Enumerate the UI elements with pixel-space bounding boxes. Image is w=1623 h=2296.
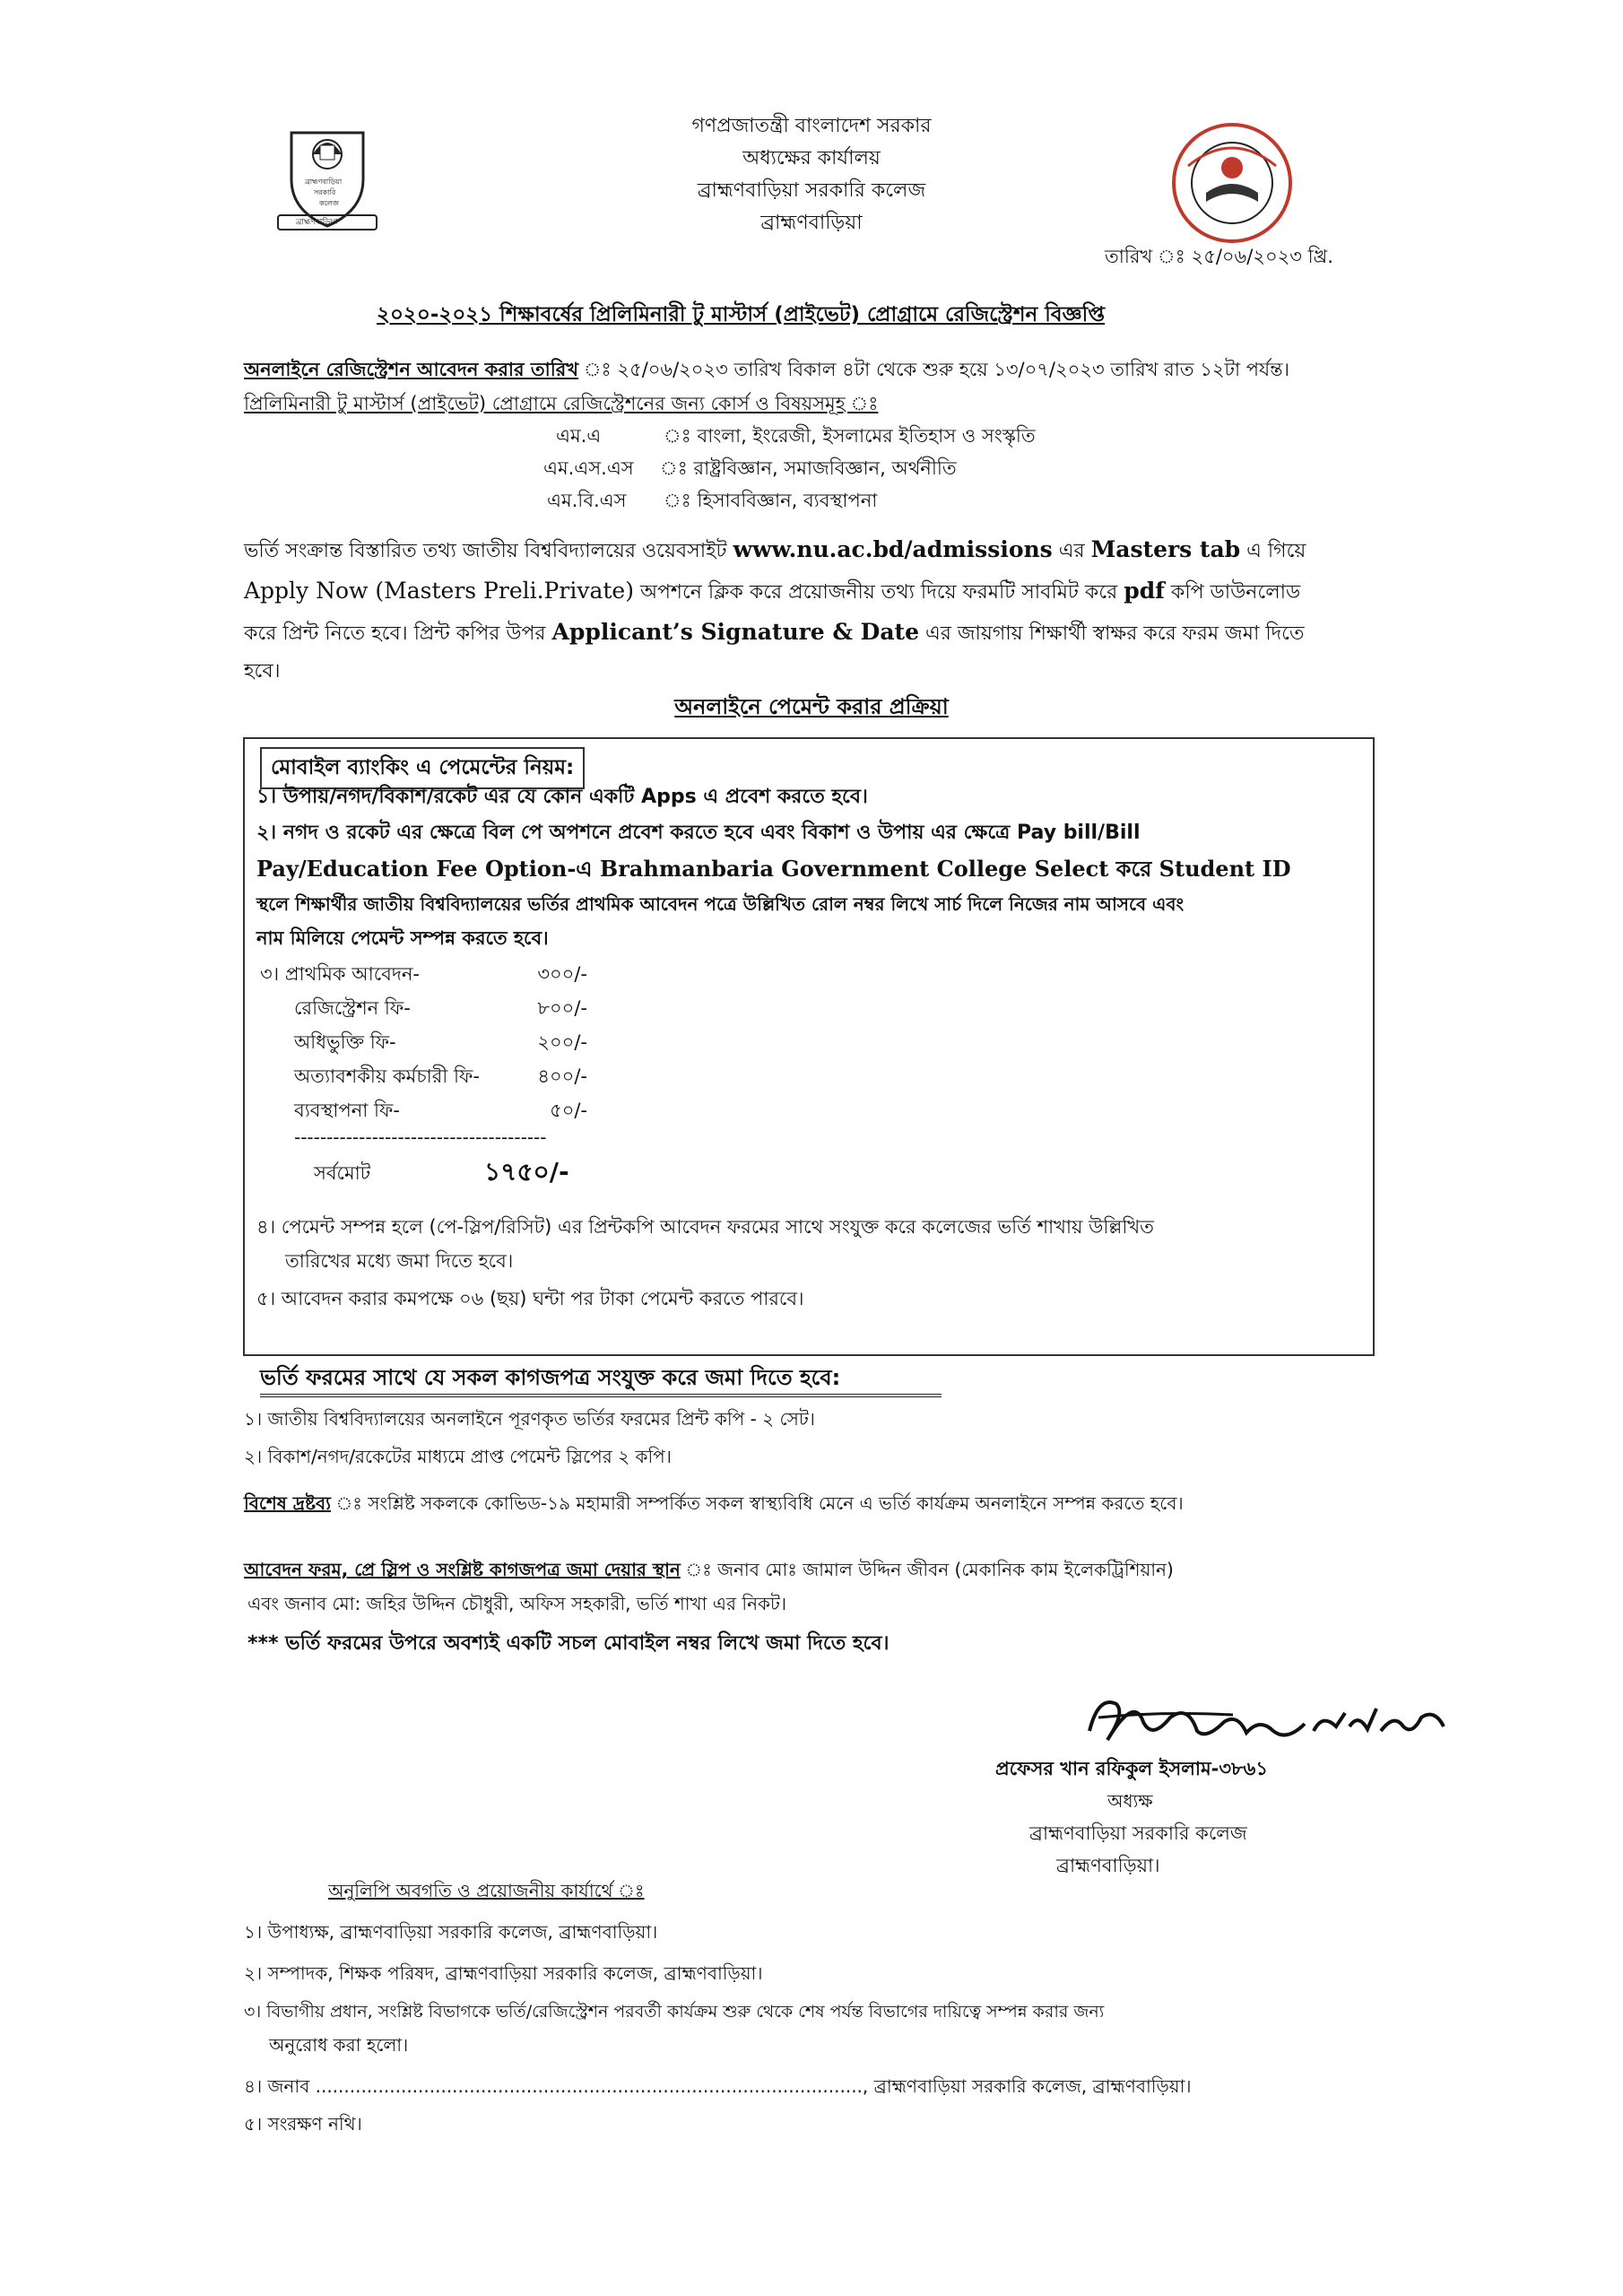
fee-amount: ২০০/-	[537, 1031, 587, 1053]
course-degree: এম.এস.এস	[543, 457, 634, 479]
submission-place-label: আবেদন ফরম, প্রে স্লিপ ও সংশ্লিষ্ট কাগজপত্র জমা দেয়ার স্থান	[244, 1559, 681, 1580]
copy-item: ২। সম্পাদক, শিক্ষক পরিষদ, ব্রাহ্মণবাড়িয়া সরকারি কলেজ, ব্রাহ্মণবাড়িয়া।	[244, 1962, 763, 1984]
office-line: অধ্যক্ষের কার্যালয়	[742, 147, 881, 170]
fee-label: অত্যাবশকীয় কর্মচারী ফি-	[294, 1065, 480, 1087]
logo-text: ব্রাহ্মণবাড়িয়া	[296, 218, 338, 227]
special-note-label: বিশেষ দ্রষ্টব্য	[244, 1492, 331, 1514]
govt-line: গণপ্রজাতন্ত্রী বাংলাদেশ সরকার	[691, 115, 932, 137]
mobile-banking-heading: মোবাইল ব্যাংকিং এ পেমেন্টের নিয়ম:	[260, 747, 585, 789]
fee-label: ৩। প্রাথমিক আবেদন-	[260, 963, 421, 985]
payment-rule: ২। নগদ ও রকেট এর ক্ষেত্রে বিল পে অপশনে প্রবেশ করতে হবে এবং বিকাশ ও উপায় এর ক্ষেত্রে Pay bill/Bill	[256, 822, 1141, 844]
instruction-line: করে প্রিন্ট নিতে হবে। প্রিন্ট কপির উপর Applicant’s Signature & Date এর জায়গায় শিক্ষার্থী স্বাক্ষর করে ফরম জমা দিতে	[244, 619, 1305, 645]
course-subjects: ঃ রাষ্ট্রবিজ্ঞান, সমাজবিজ্ঞান, অর্থনীতি	[660, 457, 957, 479]
principal-name: প্রফেসর খান রফিকুল ইসলাম-৩৮৬১	[995, 1758, 1268, 1779]
payment-rule: ৪। পেমেন্ট সম্পন্ন হলে (পে-স্লিপ/রিসিট) এর প্রিন্টকপি আবেদন ফরমের সাথে সংযুক্ত করে কলেজের ভর্তি শাখায় উল্লিখিত	[256, 1216, 1154, 1238]
submission-place: আবেদন ফরম, প্রে স্লিপ ও সংশ্লিষ্ট কাগজপত্র জমা দেয়ার স্থান ঃ জনাব মোঃ জামাল উদ্দিন জীবন (মেকানিক কাম ইলেকট্রিশিয়ান)	[244, 1559, 1174, 1580]
document-item: ২। বিকাশ/নগদ/রকেটের মাধ্যমে প্রাপ্ত পেমেন্ট স্লিপের ২ কপি।	[244, 1446, 672, 1467]
copy-item: ১। উপাধ্যক্ষ, ব্রাহ্মণবাড়িয়া সরকারি কলেজ, ব্রাহ্মণবাড়িয়া।	[244, 1921, 658, 1943]
apply-now-text: Apply Now (Masters Preli.Private)	[244, 578, 634, 604]
payment-rule: স্থলে শিক্ষার্থীর জাতীয় বিশ্ববিদ্যালয়ের ভর্তির প্রাথমিক আবেদন পত্রে উল্লিখিত রোল নম্বর লিখে সার্চ দিলে নিজের নাম আসবে এবং	[256, 893, 1185, 915]
copy-item: অনুরোধ করা হলো।	[269, 2034, 409, 2056]
copy-item: ৪। জনাব ................................................................................................, ব্রাহ্মণবাড়িয়া সরকারি কলেজ, ব্রাহ্মণবাড়িয়া।	[244, 2075, 1192, 2097]
logo-text: সরকারি	[314, 188, 336, 196]
document-item: ১। জাতীয় বিশ্ববিদ্যালয়ের অনলাইনে পূরণকৃত ভর্তির ফরমের প্রিন্ট কপি - ২ সেট।	[244, 1408, 815, 1430]
city-line: ব্রাহ্মণবাড়িয়া	[760, 212, 863, 234]
fee-divider: ---------------------------------------	[294, 1126, 547, 1148]
notice-title: ২০২০-২০২১ শিক্ষাবর্ষের প্রিলিমিনারী টু মাস্টার্স (প্রাইভেট) প্রোগ্রামে রেজিস্ট্রেশন বিজ্ঞপ্তি	[377, 303, 1106, 326]
copy-item: ৫। সংরক্ষণ নথি।	[244, 2113, 362, 2135]
course-degree: এম.বি.এস	[547, 490, 627, 511]
total-amount: ১৭৫০/-	[484, 1157, 569, 1187]
total-label: সর্বমোট	[314, 1162, 371, 1184]
special-note: বিশেষ দ্রষ্টব্য ঃ সংশ্লিষ্ট সকলকে কোভিড-১৯ মহামারী সম্পর্কিত সকল স্বাস্থ্যবিধি মেনে এ ভর্তি কার্যক্রম অনলাইনে সম্পন্ন করতে হবে।	[244, 1492, 1184, 1514]
fee-label: ব্যবস্থাপনা ফি-	[294, 1100, 400, 1121]
instruction-line: ভর্তি সংক্রান্ত বিস্তারিত তথ্য জাতীয় বিশ্ববিদ্যালয়ের ওয়েবসাইট www.nu.ac.bd/admissions এর Masters tab এ গিয়ে	[244, 536, 1306, 562]
copies-heading: অনুলিপি অবগতি ও প্রয়োজনীয় কার্যার্থে ঃ	[328, 1880, 645, 1901]
course-subjects: ঃ হিসাববিজ্ঞান, ব্যবস্থাপনা	[664, 490, 878, 511]
payment-rule: ৫। আবেদন করার কমপক্ষে ০৬ (ছয়) ঘন্টা পর টাকা পেমেন্ট করতে পারবে।	[256, 1288, 804, 1309]
payment-rule: ১। উপায়/নগদ/বিকাশ/রকেট এর যে কোন একটি Apps এ প্রবেশ করতে হবে।	[256, 786, 868, 808]
fee-amount: ৫০/-	[550, 1100, 587, 1121]
payment-rule: Pay/Education Fee Option-এ Brahmanbaria Government College Select করে Student ID	[256, 856, 1291, 882]
principal-city: ব্রাহ্মণবাড়িয়া।	[1056, 1855, 1160, 1876]
course-subjects: ঃ বাংলা, ইংরেজী, ইসলামের ইতিহাস ও সংস্কৃতি	[664, 425, 1036, 447]
mobile-warning: *** ভর্তি ফরমের উপরে অবশ্যই একটি সচল মোবাইল নম্বর লিখে জমা দিতে হবে।	[247, 1632, 890, 1655]
admission-url: www.nu.ac.bd/admissions	[733, 536, 1053, 562]
registration-date-label: অনলাইনে রেজিস্ট্রেশন আবেদন করার তারিখ	[244, 359, 579, 380]
documents-heading: ভর্তি ফরমের সাথে যে সকল কাগজপত্র সংযুক্ত করে জমা দিতে হবে:	[260, 1365, 942, 1397]
registration-date-text: ঃ ২৫/০৬/২০২৩ তারিখ বিকাল ৪টা থেকে শুরু হয়ে ১৩/০৭/২০২৩ তারিখ রাত ১২টা পর্যন্ত।	[578, 359, 1290, 380]
logo-text: ব্রাহ্মণবাড়িয়া	[305, 178, 343, 186]
course-degree: এম.এ	[556, 425, 602, 447]
fee-label: অধিভুক্তি ফি-	[294, 1031, 396, 1053]
principal-college: ব্রাহ্মণবাড়িয়া সরকারি কলেজ	[1029, 1822, 1247, 1844]
copy-item: ৩। বিভাগীয় প্রধান, সংশ্লিষ্ট বিভাগকে ভর্তি/রেজিস্ট্রেশন পরবর্তী কার্যক্রম শুরু থেকে শেষ পর্যন্ত বিভাগের দায়িত্বে সম্পন্ন করার জন্য	[244, 2002, 1105, 2022]
instruction-line: Apply Now (Masters Preli.Private) অপশনে ক্লিক করে প্রয়োজনীয় তথ্য দিয়ে ফরমটি সাবমিট করে pdf কপি ডাউনলোড	[244, 578, 1301, 604]
fee-label: রেজিস্ট্রেশন ফি-	[294, 997, 411, 1019]
fee-amount: ৪০০/-	[537, 1065, 587, 1087]
applicant-signature-text: Applicant’s Signature & Date	[551, 619, 920, 645]
registration-date-line	[244, 359, 1289, 381]
submission-line: এবং জনাব মো: জহির উদ্দিন চৌধুরী, অফিস সহকারী, ভর্তি শাখা এর নিকট।	[247, 1593, 787, 1614]
fee-amount: ৮০০/-	[537, 997, 587, 1019]
emblem-logo	[1170, 121, 1294, 245]
fee-amount: ৩০০/-	[537, 963, 587, 985]
payment-rule: নাম মিলিয়ে পেমেন্ট সম্পন্ন করতে হবে।	[256, 927, 549, 949]
payment-heading: অনলাইনে পেমেন্ট করার প্রক্রিয়া	[674, 694, 949, 719]
masters-tab-text: Masters tab	[1090, 536, 1241, 562]
logo-text: কলেজ	[319, 199, 339, 207]
principal-designation: অধ্যক্ষ	[1107, 1790, 1153, 1812]
notice-date: তারিখ ঃ ২৫/০৬/২০২৩ খ্রি.	[1105, 246, 1333, 267]
instruction-line: হবে।	[244, 660, 281, 683]
college-line: ব্রাহ্মণবাড়িয়া সরকারি কলেজ	[697, 179, 926, 202]
courses-heading: প্রিলিমিনারী টু মাস্টার্স (প্রাইভেট) প্রোগ্রামে রেজিস্ট্রেশনের জন্য কোর্স ও বিষয়সমূহ ঃ	[244, 393, 879, 414]
payment-rule: তারিখের মধ্যে জমা দিতে হবে।	[285, 1250, 514, 1272]
